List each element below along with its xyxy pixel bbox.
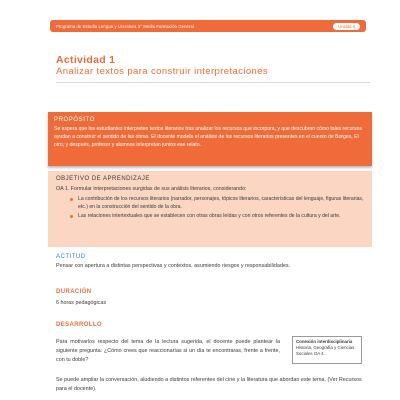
- actitud-heading: ACTITUD: [56, 254, 86, 260]
- conexion-text: Historia, Geografía y Ciencias Sociales OA 4.: [296, 345, 355, 356]
- desarrollo-final-text: Se puede ampliar la conversación, aludiendo a distintos referentes del cine y la literatura que abordan este tema. (Ver Recursos para el docente).: [56, 377, 362, 392]
- proposito-heading: PROPÓSITO: [54, 117, 95, 123]
- list-item: [72, 195, 364, 211]
- objetivo-heading: OBJETIVO DE APRENDIZAJE: [56, 176, 150, 182]
- objetivo-list: [56, 195, 364, 220]
- desarrollo-section: [56, 322, 376, 332]
- unit-badge: Unidad 3: [333, 23, 360, 30]
- actitud-text: Pensar con apertura a distintas perspectivas y contextos, asumiendo riesgos y responsabilidades.: [56, 263, 291, 269]
- objetivo-box: [48, 171, 372, 247]
- activity-subtitle: Analizar textos para construir interpretaciones: [56, 66, 269, 77]
- proposito-box: [48, 112, 372, 166]
- activity-title: Actividad 1: [56, 54, 116, 66]
- desarrollo-heading: DESARROLLO: [56, 322, 102, 328]
- conexion-heading: Conexión interdisciplinaria: [296, 339, 353, 344]
- desarrollo-text: Para motivarlos respecto del tema de la lectura sugerida, el docente puede plantear la siguiente pregunta: ¿Cómo crees que reaccionarías si un día te encontraras, frente a frente, con tu doble?: [56, 339, 280, 363]
- list-item-text: La contribución de los recursos literarios (narrador, personajes, tópicos literarios, características del lenguaje, figuras literarias, etc.) en la construcción del sentido de la obra.: [78, 196, 364, 210]
- list-item: [72, 212, 364, 220]
- conexion-box: [292, 336, 362, 364]
- duracion-section: [56, 289, 376, 308]
- program-name: Programa de Estudio Lengua y Literatura 3° Medio Formación General: [56, 23, 194, 29]
- proposito-text: Se espera que los estudiantes interpreten textos literarios tras analizar los recursos que incorpora, y que descubran cómo tales recursos ayudan a construir el sentido de las obras. El docente modela el análisis de los recursos literarios presentes en el cuento de Borges, El otro, y después, profesor y alumnos interpretan juntos ese relato.: [54, 126, 363, 148]
- bullet-icon: [70, 198, 73, 201]
- actitud-section: [56, 254, 376, 271]
- list-item-text: Las relaciones intertextuales que se establecen con otras obras leídas y con otros referentes de la cultura y del arte.: [78, 213, 341, 219]
- header-bar: [50, 20, 366, 32]
- duracion-heading: DURACIÓN: [56, 289, 92, 295]
- title-divider: [56, 82, 370, 83]
- objetivo-lead: OA 1. Formular interpretaciones surgidas de sus análisis literarios, considerando:: [56, 186, 247, 192]
- duracion-text: 6 horas pedagógicas: [56, 300, 107, 306]
- bullet-icon: [70, 215, 73, 218]
